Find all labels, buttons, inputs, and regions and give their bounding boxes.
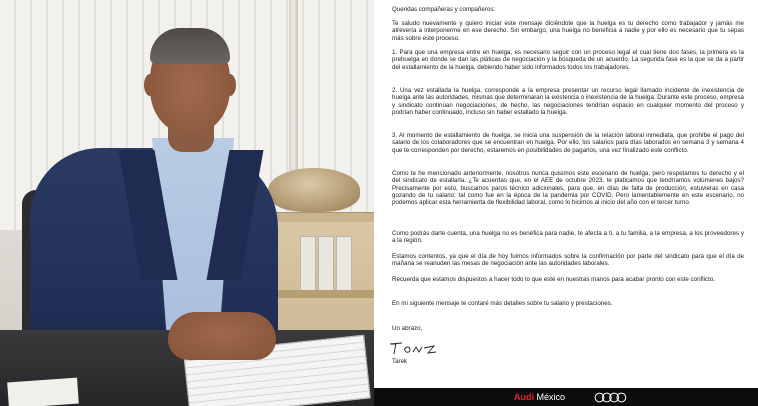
letter-paragraph: 1. Para que una empresa entre en huelga, es necesario seguir con un proceso legal el cual tiene dos fases, la primera es la prehuelga en donde se dan las pláticas de negociación y la búsqueda de un acuerdo. La segunda fase es la que se da a partir del estallamiento de la huelga, debiendo haber sido informados todos los trabajadores.: [392, 49, 744, 71]
letter-paragraph: 3. Al momento de estallamiento de huelga, se inicia una suspensión de la relación laboral inmediata, que prohíbe el pago del salario de los colaboradores que se encuentran en huelga. Por ello, los salarios para días laborados en semana 3 y semana 4 que te corresponden por derecho, estaremos en posibilidades de pagarlos, una vez finalizado este conflicto.: [392, 132, 744, 154]
decorative-stone: [268, 168, 360, 212]
letter-paragraph: Recuerda que estamos dispuestos a hacer todo lo que esté en nuestras manos para acabar pronto con este conflicto.: [392, 276, 715, 283]
audi-rings-icon: [594, 392, 628, 403]
person-hair: [150, 28, 230, 64]
footer-bar: [374, 388, 758, 406]
brand-audi: Audi: [514, 392, 534, 402]
letter-paragraph: 2. Una vez estallada la huelga, corresponde a la empresa presentar un recurso legal llamado incidente de inexistencia de huelga ante las autoridades, mismas que determinaran la existencia o inexistencia de la huelga. Durante este proceso, empresa y sindicato continúan negociaciones; de hecho, las negociaciones tendrían espacio en cualquier momento del proceso y podrían haber continuado, incluso sin haber estallado la huelga.: [392, 87, 744, 116]
letter: [374, 0, 758, 406]
signature-name: Tarek: [392, 358, 408, 365]
shelf-board: [270, 290, 374, 298]
letter-paragraph: Te saludo nuevamente y quiero iniciar este mensaje diciéndote que la huelga es tu derecho como trabajador y jamás me atrevería a interponerme en ese derecho. Sin embargo, una huelga no beneficia a nadie y por ello es necesario que tu sepas más sobre este proceso.: [392, 20, 744, 42]
letter-paragraph: En mi siguiente mensaje te contaré más detalles sobre tu salario y prestaciones.: [392, 300, 613, 307]
letter-paragraph: Estamos contentos, ya que el día de hoy fuimos informados sobre la confirmación por parte del sindicato para que el día de mañana se reanuden las mesas de negociación ante las autoridades laborales.: [392, 253, 744, 268]
letter-greeting: Queridas compañeras y compañeros:: [392, 6, 496, 13]
decorative-pole: [289, 0, 298, 175]
person-hands: [168, 312, 276, 360]
signature-icon: [388, 340, 438, 356]
binder: [336, 236, 352, 292]
binder: [300, 236, 316, 292]
portrait-photo: [0, 0, 374, 406]
letter-paragraph: Como podrás darte cuenta, una huelga no es benéfica para nadie, te afecta a ti, a tu familia, a la empresa, a los proveedores y a la región.: [392, 230, 744, 245]
paper-sheet: [7, 378, 79, 406]
binder: [318, 236, 334, 292]
brand-wordmark: [514, 392, 565, 402]
brand-mexico: México: [536, 392, 566, 402]
letter-closing: Un abrazo,: [392, 325, 423, 332]
letter-paragraph: Como te he mencionado anteriormente, nosotros nunca quisimos este escenario de huelga, pero respetamos tu derecho y el del sindicato de estallarla. ¿Te acuerdas que, en el AEE de octubre 2023, te platicamos que tendríamos volúmenes bajos? Precisamente por esto, buscamos paros técnico adicionales, para que, en días de falta de producción, estuvieras en casa gozando de tu salario; tal como fue en la época de la pandemia por COVID. Pero lamentablemente en este escenario, no podemos aplicar esta herramienta de flexibilidad laboral, como lo hicimos al inicio del año con el tercer turno.: [392, 170, 744, 207]
